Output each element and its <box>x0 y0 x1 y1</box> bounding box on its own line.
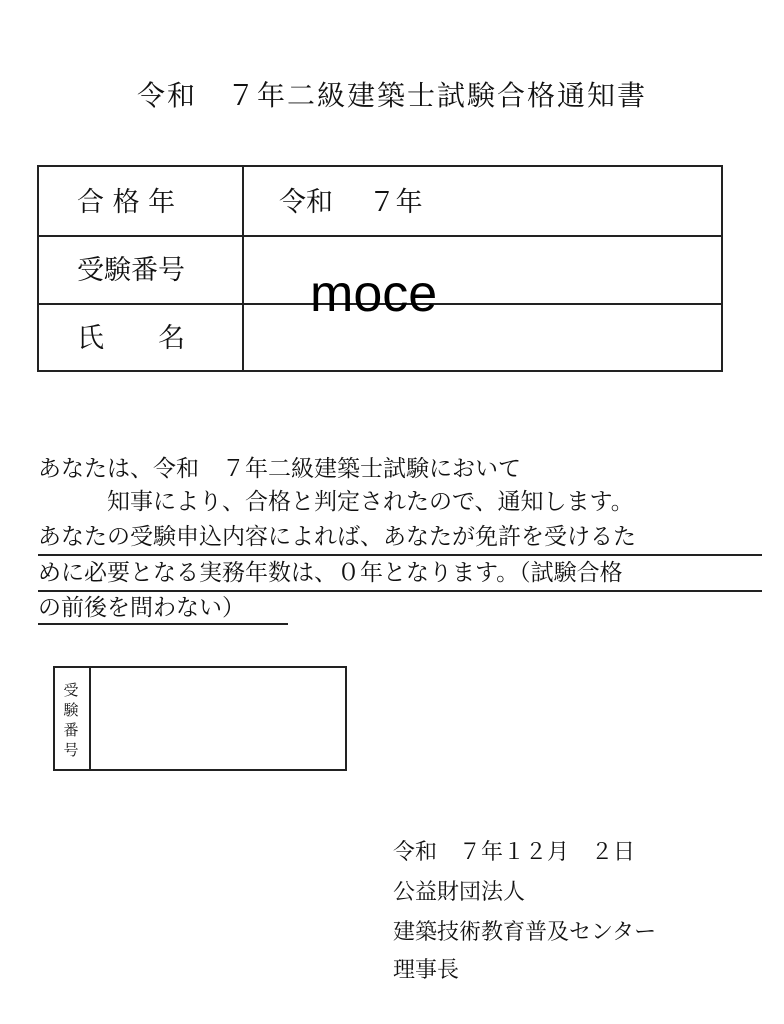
body-line-4: めに必要となる実務年数は、０年となります。（試験合格 <box>38 560 623 586</box>
body-line-2: 知事により、合格と判定されたので、通知します。 <box>38 489 634 515</box>
body-line-5: の前後を問わない） <box>38 595 245 621</box>
exam-number-box-divider <box>89 668 91 769</box>
underline <box>38 590 762 592</box>
label-exam-number: 受験番号 <box>77 255 185 286</box>
exam-number-box-label: 受験番号 <box>63 681 79 759</box>
overlay-watermark-text: moce <box>310 265 438 323</box>
org-type: 公益財団法人 <box>393 880 526 905</box>
signatory-role: 理事長 <box>393 958 460 983</box>
body-line-3: あなたの受験申込内容によれば、あなたが免許を受けるた <box>38 524 636 550</box>
label-pass-year: 合 格 年 <box>77 187 176 218</box>
issue-date: 令和 ７年１２月 ２日 <box>393 840 636 865</box>
table-column-divider <box>242 167 244 370</box>
document-title: 令和 ７年二級建築士試験合格通知書 <box>136 79 647 112</box>
value-pass-year: 令和 ７年 <box>279 187 423 218</box>
exam-number-box <box>53 666 347 771</box>
table-row-divider <box>39 235 721 237</box>
org-name: 建築技術教育普及センター <box>393 920 657 945</box>
underline <box>38 623 288 625</box>
label-name: 氏 名 <box>77 323 185 354</box>
underline <box>38 554 762 556</box>
body-line-1: あなたは、令和 ７年二級建築士試験において <box>38 456 521 482</box>
